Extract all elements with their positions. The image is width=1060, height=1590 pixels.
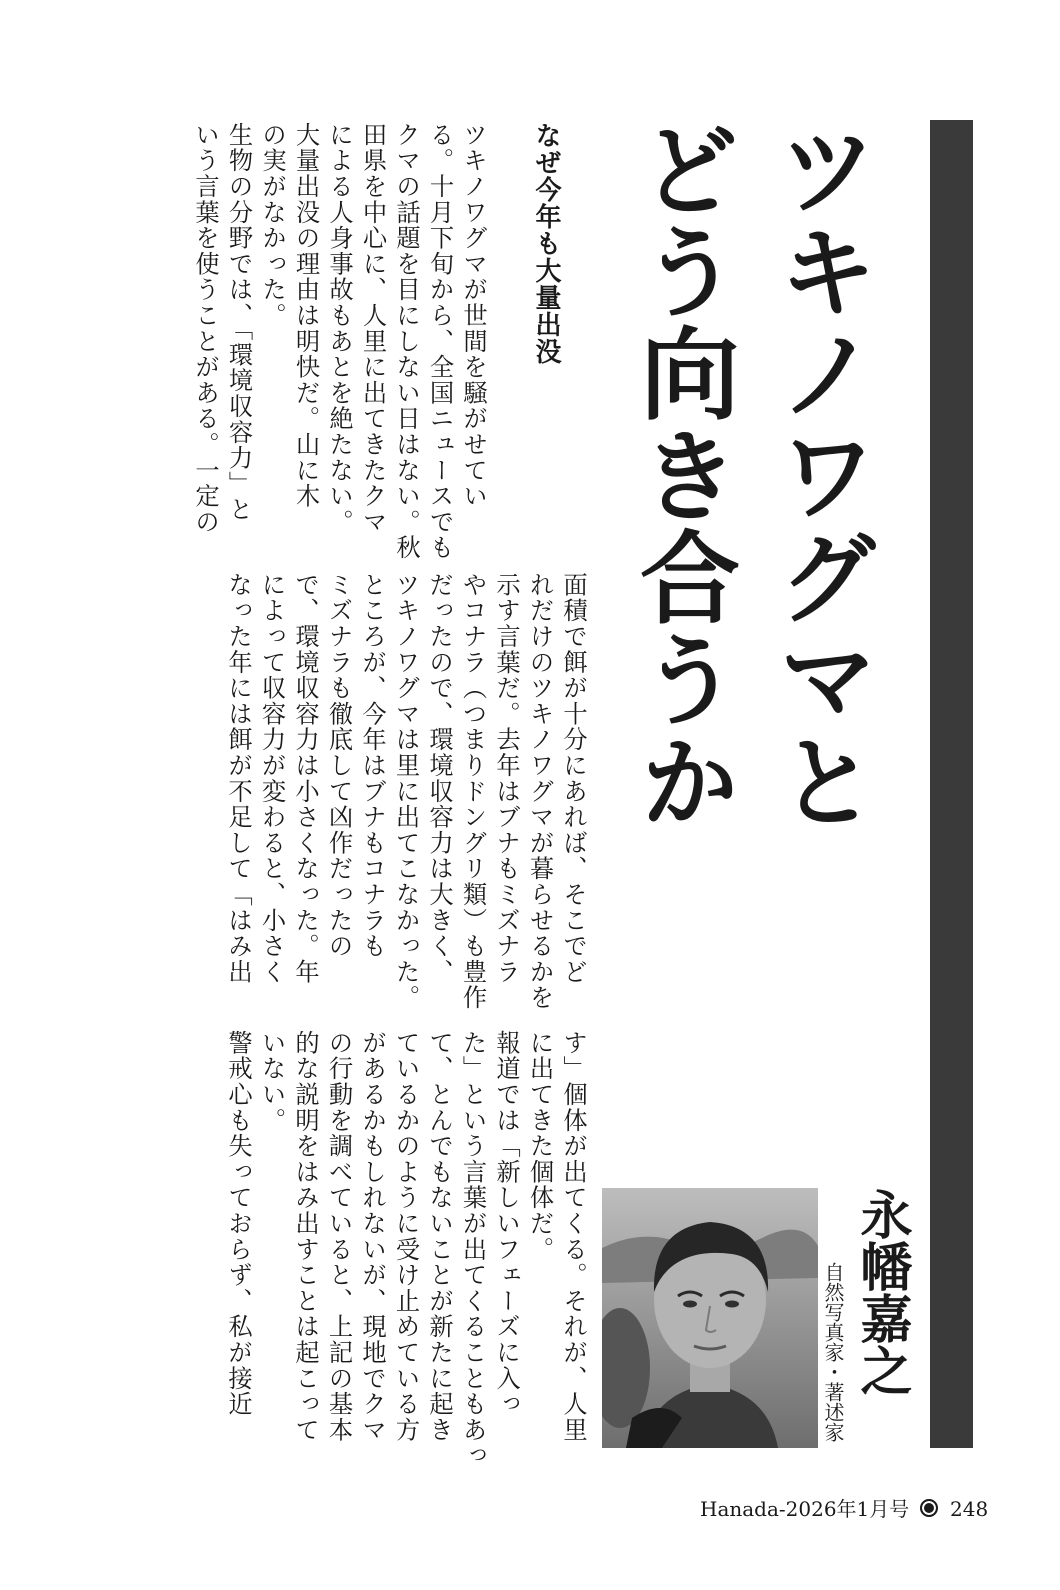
body-line: クマの話題を目にしない日はない。秋 [392,122,421,561]
body-line: ところが、今年はブナもコナラも [358,572,387,959]
body-line: 的な説明をはみ出すことは起こって [291,1030,320,1443]
page-number: 248 [950,1497,989,1521]
body-line: なった年には餌が不足して「はみ出 [224,572,253,985]
article-subheading: なぜ今年も大量出没 [531,122,561,365]
body-line: れだけのツキノワグマが暮らせるかを [525,572,555,1011]
body-line: の実がなかった。 [258,122,287,329]
body-line: 田県を中心に、人里に出てきたクマ [358,122,388,535]
body-line: によって収容力が変わると、小さく [257,572,287,985]
body-line: 警戒心も失っておらず、私が接近 [224,1030,253,1417]
body-line: があるかもしれないが、現地でクマ [358,1030,387,1443]
page-footer [700,1493,988,1522]
body-line: による人身事故もあとを絶たない。 [325,122,354,535]
article-title-line-1: ツキノワグマと [761,118,879,832]
author-photo [602,1188,818,1448]
body-line: 生物の分野では、「環境収容力」と [224,122,254,523]
body-line: ているかのように受け止めている方 [391,1030,421,1443]
body-line: いない。 [257,1030,287,1134]
body-column-1 [150,122,490,561]
body-line: やコナラ（つまりドングリ類）も豊作 [458,572,488,1011]
body-line: る。十月下旬から、全国ニュースでも [425,122,455,561]
body-line: 大量出没の理由は明快だ。山に木 [291,122,321,509]
body-column-3 [150,1030,590,1469]
body-column-2 [150,572,590,1011]
body-line: 面積で餌が十分にあれば、そこでど [559,572,588,985]
body-line: いう言葉を使うことがある。一定の [191,122,220,535]
body-line: で、環境収容力は小さくなった。年 [291,572,320,985]
body-line: ツキノワグマは里に出てこなかった。 [391,572,421,1011]
magazine-issue: Hanada-2026年1月号 [700,1497,910,1521]
body-line: た」という言葉が出てくることもあっ [458,1030,488,1469]
body-line: て、とんでもないことが新たに起き [425,1030,454,1443]
body-line: す」個体が出てくる。それが、人里 [559,1030,588,1443]
body-line: 示す言葉だ。去年はブナもミズナラ [492,572,521,985]
body-line: ツキノワグマが世間を騒がせてい [459,122,488,509]
body-line: だったので、環境収容力は大きく、 [425,572,454,985]
article-title-line-2: どう向き合うか [623,118,741,832]
author-name: 永幡嘉之 [851,1188,912,1396]
body-line: ミズナラも徹底して凶作だったの [324,572,354,959]
bullet-icon [920,1499,938,1517]
title-accent-bar [930,120,973,1448]
body-line: 報道では「新しいフェーズに入っ [492,1030,521,1417]
author-portrait-image [602,1188,818,1448]
body-line: に出てきた個体だ。 [525,1030,555,1263]
author-role: 自然写真家・著述家 [821,1262,845,1442]
body-line: の行動を調べていると、上記の基本 [324,1030,354,1443]
